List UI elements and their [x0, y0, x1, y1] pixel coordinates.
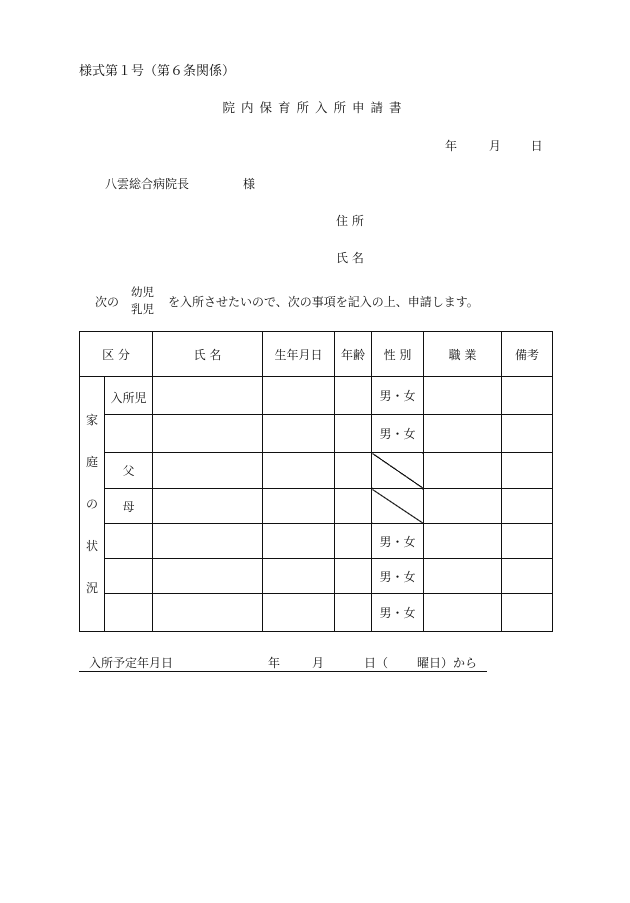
sex-cell[interactable]: 男・女 — [372, 415, 424, 453]
name-cell[interactable] — [153, 559, 263, 594]
name-cell[interactable] — [153, 489, 263, 524]
relation-cell — [105, 594, 153, 632]
remarks-cell[interactable] — [502, 377, 553, 415]
table-row — [80, 453, 553, 489]
date-month: 月 — [488, 139, 501, 153]
sex-cell[interactable]: 男・女 — [372, 377, 424, 415]
family-status-table — [79, 331, 553, 632]
header-name: 氏 名 — [153, 332, 263, 377]
relation-cell: 入所児 — [105, 377, 153, 415]
request-text: を入所させたいので、次の事項を記入の上、申請します。 — [168, 295, 479, 309]
planned-start-date-line[interactable] — [79, 654, 487, 672]
birth-cell[interactable] — [263, 559, 335, 594]
request-child-type-infant: 乳児 — [131, 302, 154, 316]
recipient: 八雲総合病院長 — [105, 177, 190, 191]
header-category: 区 分 — [80, 332, 153, 377]
header-remarks: 備考 — [502, 332, 553, 377]
birth-cell[interactable] — [263, 489, 335, 524]
age-cell[interactable] — [335, 377, 372, 415]
table-row — [80, 594, 553, 632]
application-date — [445, 140, 543, 152]
table-row — [80, 377, 553, 415]
relation-cell: 母 — [105, 489, 153, 524]
birth-cell[interactable] — [263, 524, 335, 559]
request-prefix: 次の — [95, 295, 120, 309]
recipient-honorific: 様 — [243, 177, 256, 191]
header-sex: 性 別 — [372, 332, 424, 377]
start-year-label: 年 — [268, 656, 281, 670]
table-row — [80, 415, 553, 453]
name-cell[interactable] — [153, 453, 263, 489]
occupation-cell[interactable] — [424, 377, 502, 415]
occupation-cell[interactable] — [424, 524, 502, 559]
start-date-label: 入所予定年月日 — [89, 656, 174, 670]
name-cell[interactable] — [153, 415, 263, 453]
age-cell[interactable] — [335, 524, 372, 559]
address-label: 住 所 — [336, 214, 364, 228]
name-cell[interactable] — [153, 377, 263, 415]
start-day-label: 日（ — [364, 656, 389, 670]
sex-cell[interactable]: 男・女 — [372, 559, 424, 594]
table-row — [80, 524, 553, 559]
age-cell[interactable] — [335, 559, 372, 594]
header-birth: 生年月日 — [263, 332, 335, 377]
side-label-char: 況 — [85, 581, 98, 595]
relation-cell — [105, 415, 153, 453]
remarks-cell[interactable] — [502, 559, 553, 594]
applicant-name-label: 氏 名 — [336, 251, 364, 265]
start-month-label: 月 — [312, 656, 325, 670]
sex-cell-not-applicable — [372, 489, 424, 524]
remarks-cell[interactable] — [502, 594, 553, 632]
sex-cell[interactable]: 男・女 — [372, 594, 424, 632]
sex-cell[interactable]: 男・女 — [372, 524, 424, 559]
occupation-cell[interactable] — [424, 415, 502, 453]
table-header-row — [80, 332, 553, 377]
birth-cell[interactable] — [263, 415, 335, 453]
relation-cell — [105, 559, 153, 594]
age-cell[interactable] — [335, 415, 372, 453]
relation-cell: 父 — [105, 453, 153, 489]
name-cell[interactable] — [153, 524, 263, 559]
sex-cell-not-applicable — [372, 453, 424, 489]
side-label-char: の — [85, 497, 98, 511]
age-cell[interactable] — [335, 594, 372, 632]
relation-cell — [105, 524, 153, 559]
occupation-cell[interactable] — [424, 559, 502, 594]
birth-cell[interactable] — [263, 594, 335, 632]
header-age: 年齢 — [335, 332, 372, 377]
remarks-cell[interactable] — [502, 415, 553, 453]
remarks-cell[interactable] — [502, 524, 553, 559]
side-label-char: 庭 — [85, 455, 98, 469]
occupation-cell[interactable] — [424, 489, 502, 524]
remarks-cell[interactable] — [502, 453, 553, 489]
age-cell[interactable] — [335, 453, 372, 489]
table-row — [80, 559, 553, 594]
request-child-type-toddler: 幼児 — [131, 285, 154, 299]
remarks-cell[interactable] — [502, 489, 553, 524]
side-label-char: 家 — [85, 413, 98, 427]
name-cell[interactable] — [153, 594, 263, 632]
header-occupation: 職 業 — [424, 332, 502, 377]
document-title: 院内保育所入所申請書 — [222, 100, 408, 115]
birth-cell[interactable] — [263, 377, 335, 415]
table-row — [80, 489, 553, 524]
start-weekday-label: 曜日）から — [417, 656, 478, 670]
family-status-label — [80, 377, 105, 632]
age-cell[interactable] — [335, 489, 372, 524]
date-year: 年 — [445, 139, 458, 153]
form-number: 様式第１号（第６条関係） — [79, 64, 236, 79]
date-day: 日 — [530, 139, 543, 153]
occupation-cell[interactable] — [424, 594, 502, 632]
birth-cell[interactable] — [263, 453, 335, 489]
side-label-char: 状 — [85, 539, 98, 553]
occupation-cell[interactable] — [424, 453, 502, 489]
